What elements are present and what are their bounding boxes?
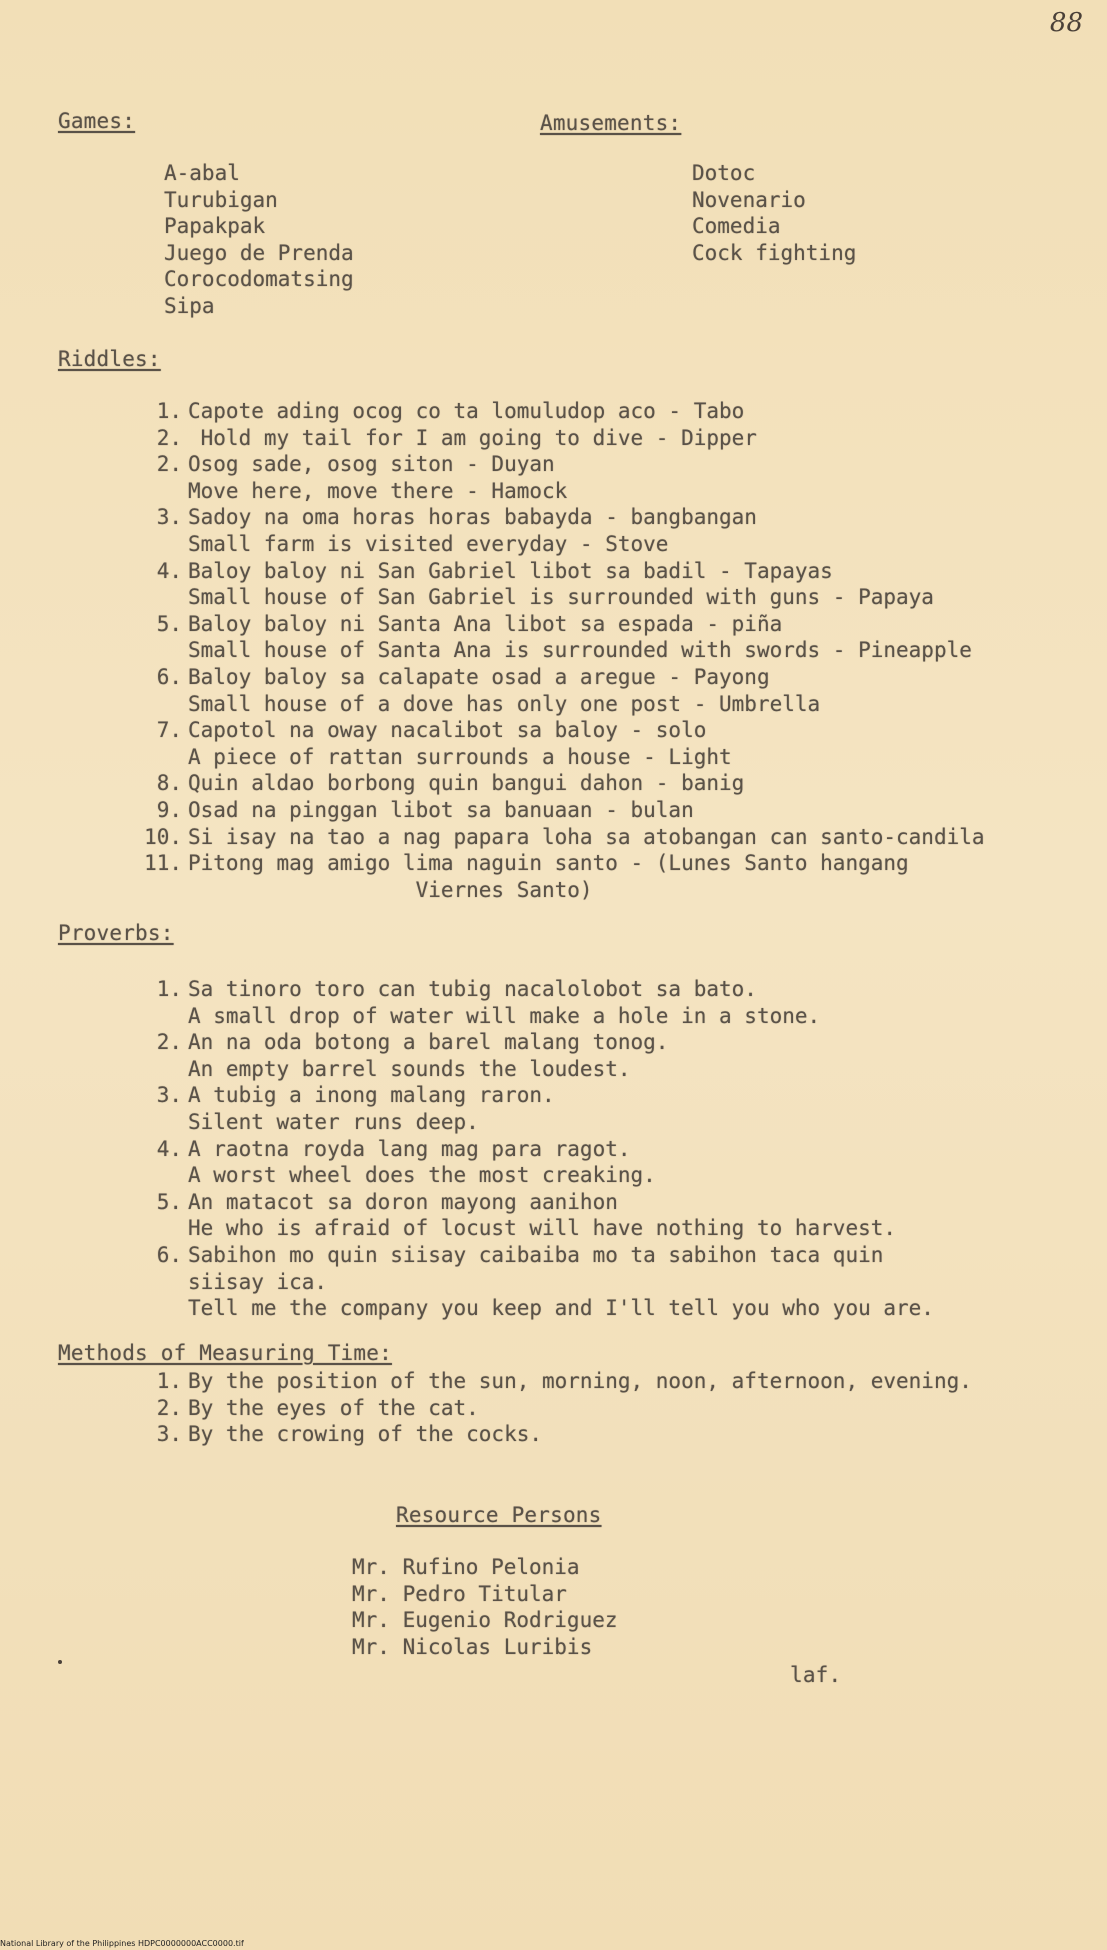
riddle-line: 10. Si isay na tao a nag papara loha sa atobangan can santo-candila [144, 824, 985, 849]
amusements-item: Novenario [692, 187, 806, 212]
riddle-line: 2. Hold my tail for I am going to dive - Dipper [156, 425, 757, 450]
riddle-line: Viernes Santo) [188, 877, 593, 902]
riddle-line: Small house of Santa Ana is surrounded with swords - Pineapple [188, 638, 972, 663]
riddles-list [140, 398, 985, 903]
amusements-list [692, 160, 856, 266]
riddle-line: 7. Capotol na oway nacalibot sa baloy - solo [156, 718, 707, 743]
riddle-line: 9. Osad na pinggan libot sa banuaan - bulan [156, 797, 694, 822]
proverb-line: A small drop of water will make a hole in a stone. [188, 1003, 821, 1028]
proverb-line: An empty barrel sounds the loudest. [188, 1056, 631, 1081]
time-line: 3. By the crowing of the cocks. [156, 1422, 543, 1447]
proverb-line: He who is afraid of locust will have nothing to harvest. [188, 1216, 897, 1241]
time-line: 2. By the eyes of the cat. [156, 1395, 479, 1420]
riddle-line: 8. Quin aldao borbong quin bangui dahon - banig [156, 771, 745, 796]
games-heading: Games: [58, 109, 136, 133]
stray-mark [58, 1660, 62, 1664]
resource-person: Mr. Rufino Pelonia [352, 1555, 580, 1579]
amusements-item: Comedia [692, 214, 781, 239]
proverb-line: 2. An na oda botong a barel malang tonog. [156, 1030, 669, 1055]
time-line: 1. By the position of the sun, morning, noon, afternoon, evening. [156, 1369, 972, 1393]
amusements-item: Cock fighting [692, 240, 857, 265]
riddle-line: Small house of a dove has only one post - Umbrella [188, 691, 821, 716]
resource-person: Mr. Nicolas Luribis [352, 1634, 593, 1659]
amusements-heading: Amusements: [540, 111, 682, 135]
games-item: Corocodomatsing [164, 267, 354, 292]
proverb-line: Silent water runs deep. [188, 1109, 479, 1134]
proverb-line: 4. A raotna royda lang mag para ragot. [156, 1136, 631, 1161]
games-item: Turubigan [164, 187, 278, 212]
riddle-line: Small farm is visited everyday - Stove [188, 531, 669, 556]
proverb-line: Tell me the company you keep and I'll tell you who you are. [188, 1296, 934, 1321]
riddle-line: 5. Baloy baloy ni Santa Ana libot sa espada - piña [156, 611, 783, 636]
riddle-line: 11. Pitong mag amigo lima naguin santo - (Lunes Santo hangang [144, 851, 909, 876]
riddle-line: A piece of rattan surrounds a house - Light [188, 744, 732, 769]
proverb-line: 5. An matacot sa doron mayong aanihon [156, 1189, 618, 1214]
games-item: Sipa [164, 293, 215, 318]
proverbs-heading: Proverbs: [58, 921, 174, 945]
archive-footer: National Library of the Philippines HDPC0000000ACC0000.tif [0, 1939, 244, 1948]
resource-person: Mr. Eugenio Rodriguez [352, 1608, 618, 1633]
games-item: A-abal [164, 161, 240, 185]
games-item: Papakpak [164, 214, 266, 239]
games-item: Juego de Prenda [164, 240, 354, 265]
proverb-line: 1. Sa tinoro toro can tubig nacalolobot sa bato. [156, 977, 757, 1001]
riddle-line: 1. Capote ading ocog co ta lomuludop aco - Tabo [156, 399, 745, 423]
proverb-line: 3. A tubig a inong malang raron. [156, 1083, 555, 1108]
riddle-line: Small house of San Gabriel is surrounded with guns - Papaya [188, 585, 934, 610]
proverbs-list [140, 976, 934, 1322]
proverb-line: 6. Sabihon mo quin siisay caibaiba mo ta sabihon taca quin [156, 1242, 884, 1267]
riddle-line: Move here, move there - Hamock [188, 478, 568, 503]
riddle-line: 6. Baloy baloy sa calapate osad a aregue - Payong [156, 664, 770, 689]
resources-heading: Resource Persons [396, 1503, 602, 1527]
riddle-line: 3. Sadoy na oma horas horas babayda - bangbangan [156, 505, 757, 530]
page-number: 88 [1049, 8, 1083, 38]
typist-initials: laf. [790, 1663, 842, 1687]
amusements-item: Dotoc [692, 161, 756, 185]
resource-person: Mr. Pedro Titular [352, 1581, 567, 1606]
time-list [140, 1368, 972, 1448]
proverb-line: siisay ica. [188, 1269, 328, 1294]
resources-list [352, 1554, 618, 1660]
riddle-line: 4. Baloy baloy ni San Gabriel libot sa badil - Tapayas [156, 558, 833, 583]
games-list [164, 160, 354, 320]
riddles-heading: Riddles: [58, 347, 161, 371]
riddle-line: 2. Osog sade, osog siton - Duyan [156, 452, 555, 477]
proverb-line: A worst wheel does the most creaking. [188, 1163, 656, 1188]
time-heading: Methods of Measuring Time: [58, 1341, 392, 1365]
